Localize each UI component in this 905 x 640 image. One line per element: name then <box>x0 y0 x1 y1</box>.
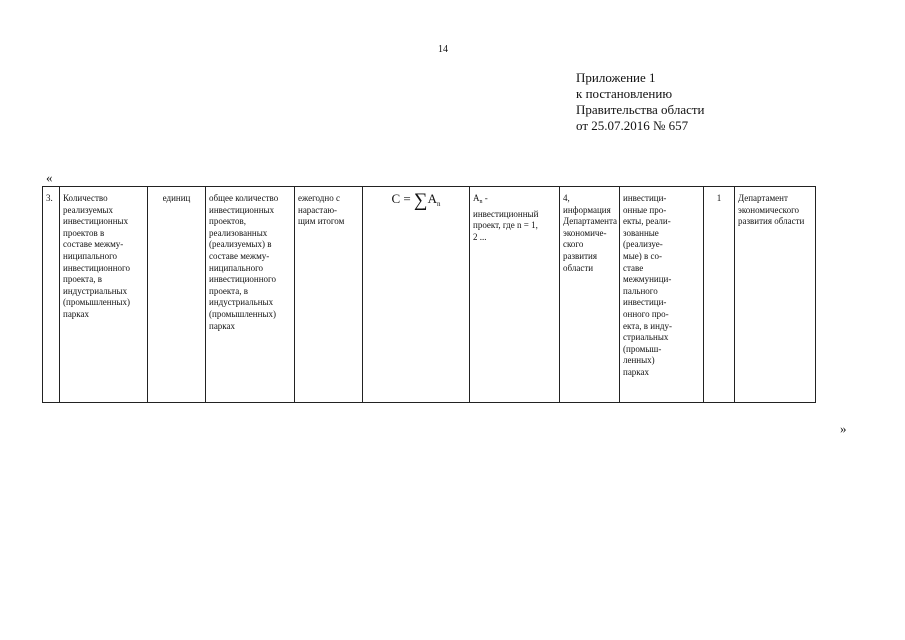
definition-cell: общее количество инвестиционных проектов, реализованных (реализуемых) в составе межму- ниципального инвестиционного проекта, в индустриальных (промышленных) парках <box>206 187 295 403</box>
appendix-title: Приложение 1 <box>576 70 656 85</box>
indicator-name-cell: Количество реализуемых инвестиционных проектов в составе межму- ниципального инвестиционного проекта, в индустриальных (промышленных) парках <box>60 187 148 403</box>
appendix-issuer: Правительства области <box>576 102 705 117</box>
appendix-reference: к постановлению <box>576 86 673 101</box>
page-number: 14 <box>438 44 448 55</box>
appendix-header <box>576 70 705 134</box>
responsible-cell: Департамент экономического развития области <box>735 187 816 403</box>
variable-subscript: n <box>479 199 483 205</box>
formula-lhs: C = <box>391 191 415 206</box>
variable-description: - инвестиционный проект, где n = 1, 2 ... <box>473 193 539 242</box>
object-cell: инвестици- онные про- екты, реали- зованные (реализуе- мые) в со- ставе межмуници- пального инвестици- онного про- екта, в инду- стриальных (промыш- ленных) парках <box>620 187 704 403</box>
opening-quote: « <box>46 170 53 185</box>
source-cell: 4, информация Департамента экономиче- ского развития области <box>560 187 620 403</box>
appendix-date-number: от 25.07.2016 № 657 <box>576 118 689 133</box>
periodicity-cell: ежегодно с нарастаю- щим итогом <box>295 187 363 403</box>
formula-cell <box>363 187 470 403</box>
formula-subscript: n <box>436 200 441 208</box>
indicator-table <box>42 186 816 403</box>
unit-cell: единиц <box>148 187 206 403</box>
formula-variable: A <box>427 191 437 206</box>
variable-description-cell <box>470 187 560 403</box>
table-row <box>43 187 816 403</box>
row-number: 3. <box>43 187 60 403</box>
level-cell: 1 <box>704 187 735 403</box>
closing-quote: » <box>840 421 847 436</box>
variable-name: A <box>473 193 480 203</box>
sigma-symbol: ∑ <box>414 190 428 211</box>
